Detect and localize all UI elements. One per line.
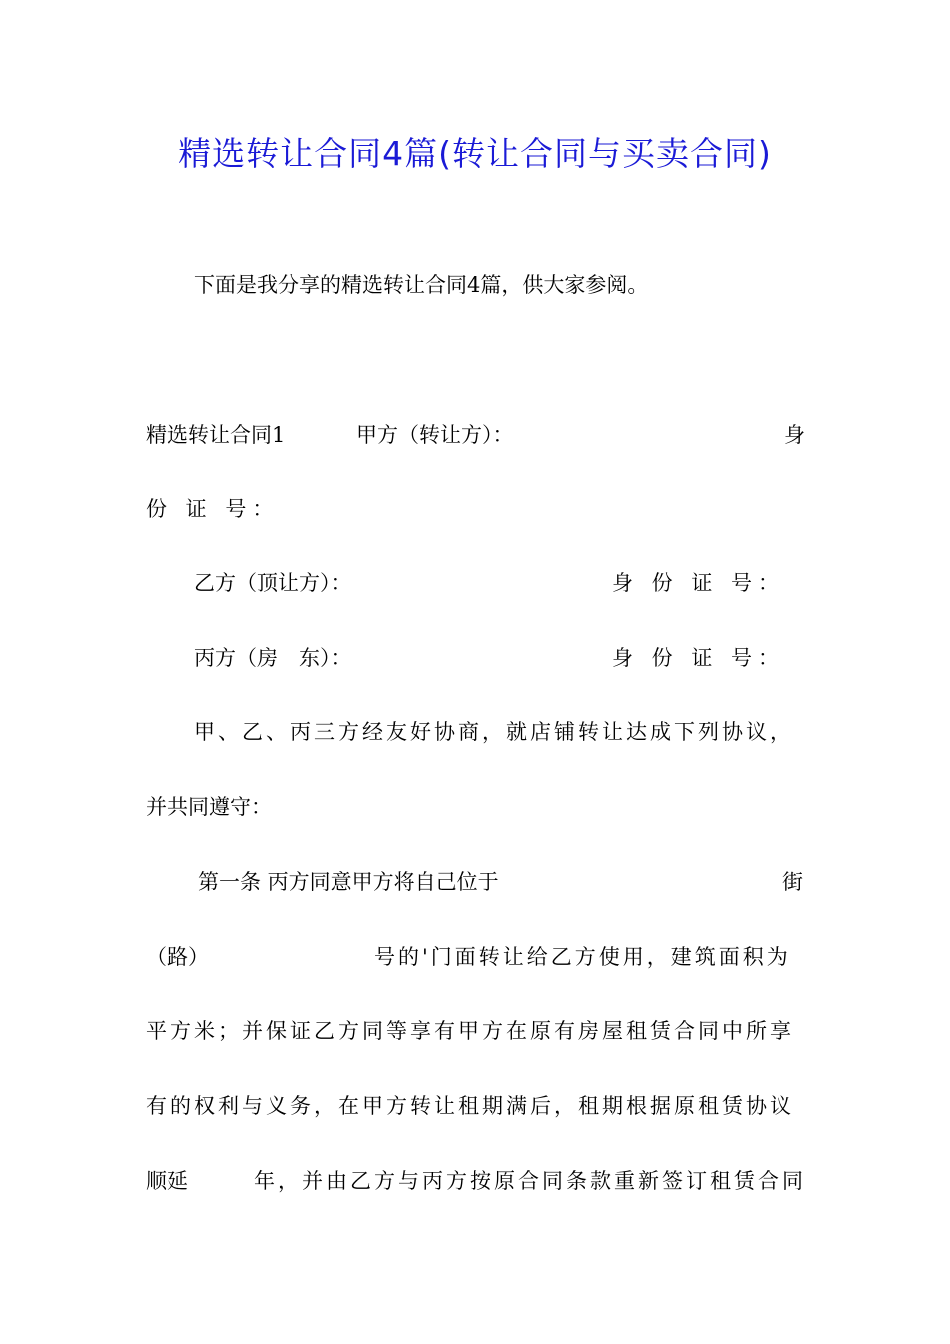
article-1-line-3: 平方米；并保证乙方同等享有甲方在原有房屋租赁合同中所享 bbox=[146, 1019, 794, 1043]
document-title: 精选转让合同4篇(转让合同与买卖合同) bbox=[178, 134, 772, 173]
party-a-id-label: 份 证 号： bbox=[146, 497, 280, 521]
party-b-label: 乙方（顶让方）： bbox=[194, 571, 352, 595]
intro-paragraph: 下面是我分享的精选转让合同4篇，供大家参阅。 bbox=[194, 273, 649, 297]
preamble-line-2: 并共同遵守： bbox=[146, 795, 272, 819]
party-c-label: 丙方（房 东）： bbox=[194, 646, 352, 670]
party-a-id-start: 身 bbox=[784, 423, 805, 447]
contract-heading: 精选转让合同1 bbox=[146, 423, 286, 447]
article-1-line-1b: 街 bbox=[782, 870, 803, 894]
party-b-id-label: 身 份 证 号： bbox=[612, 571, 786, 595]
article-1-line-2a: （路） bbox=[146, 945, 209, 969]
party-a-label: 甲方（转让方）： bbox=[356, 423, 514, 447]
preamble-line-1: 甲、乙、丙三方经友好协商，就店铺转让达成下列协议， bbox=[194, 720, 794, 744]
article-1-line-1a: 第一条 丙方同意甲方将自己位于 bbox=[198, 870, 499, 894]
article-1-line-2b: 号的'门面转让给乙方使用，建筑面积为 bbox=[374, 945, 791, 969]
article-1-line-4: 有的权利与义务，在甲方转让租期满后，租期根据原租赁协议 bbox=[146, 1094, 794, 1118]
party-c-id-label: 身 份 证 号： bbox=[612, 646, 786, 670]
article-1-line-5a: 顺延 bbox=[146, 1169, 188, 1193]
article-1-line-5b: 年，并由乙方与丙方按原合同条款重新签订租赁合同 bbox=[254, 1169, 806, 1193]
